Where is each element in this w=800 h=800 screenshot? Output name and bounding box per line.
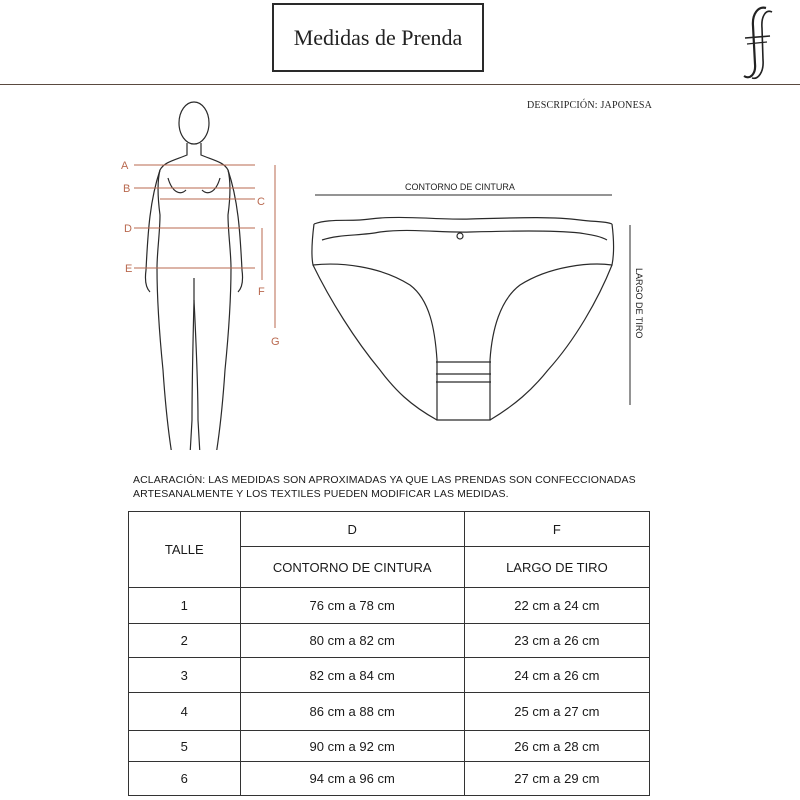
title-box	[272, 3, 484, 72]
talle-cell: 5	[129, 731, 241, 762]
table-row	[129, 658, 650, 693]
contorno-cell: 90 cm a 92 cm	[240, 731, 464, 762]
talle-cell: 4	[129, 693, 241, 731]
contorno-cell: 86 cm a 88 cm	[240, 693, 464, 731]
largo-cell: 27 cm a 29 cm	[464, 762, 649, 796]
talle-cell: 6	[129, 762, 241, 796]
letter-a: A	[121, 160, 129, 172]
talle-header: TALLE	[129, 512, 241, 588]
talle-cell: 2	[129, 624, 241, 658]
table-row	[129, 624, 650, 658]
letter-g: G	[271, 336, 280, 348]
page-title: Medidas de Prenda	[293, 24, 463, 50]
col-f-name: LARGO DE TIRO	[464, 547, 649, 588]
talle-cell: 3	[129, 658, 241, 693]
garment-description: DESCRIPCIÓN: JAPONESA	[527, 100, 653, 111]
largo-cell: 25 cm a 27 cm	[464, 693, 649, 731]
contorno-cell: 94 cm a 96 cm	[240, 762, 464, 796]
col-f-letter: F	[464, 512, 649, 547]
contorno-cell: 82 cm a 84 cm	[240, 658, 464, 693]
table-row	[129, 762, 650, 796]
letter-d: D	[124, 223, 132, 235]
table-row	[129, 588, 650, 624]
largo-de-tiro-label: LARGO DE TIRO	[634, 268, 644, 339]
largo-cell: 23 cm a 26 cm	[464, 624, 649, 658]
letter-b: B	[123, 183, 131, 195]
illustration-area	[0, 90, 800, 450]
talle-cell: 1	[129, 588, 241, 624]
body-silhouette-icon	[145, 102, 242, 450]
letter-e: E	[125, 263, 133, 275]
table-row	[129, 731, 650, 762]
table-row	[129, 693, 650, 731]
disclaimer-text: ACLARACIÓN: LAS MEDIDAS SON APROXIMADAS YA QUE LAS PRENDAS SON CONFECCIONADAS ARTESANALMENTE Y LOS TEXTILES PUEDEN MODIFICAR LAS MEDIDAS.	[133, 474, 636, 500]
panty-icon	[312, 217, 614, 420]
largo-cell: 26 cm a 28 cm	[464, 731, 649, 762]
largo-cell: 24 cm a 26 cm	[464, 658, 649, 693]
brand-logo-icon	[736, 4, 776, 82]
letter-f: F	[258, 286, 265, 298]
contorno-cell: 80 cm a 82 cm	[240, 624, 464, 658]
largo-cell: 22 cm a 24 cm	[464, 588, 649, 624]
header-divider	[0, 84, 800, 85]
col-d-name: CONTORNO DE CINTURA	[240, 547, 464, 588]
size-table	[128, 511, 650, 796]
letter-c: C	[257, 196, 265, 208]
contorno-de-cintura-label: CONTORNO DE CINTURA	[405, 182, 515, 192]
col-d-letter: D	[240, 512, 464, 547]
contorno-cell: 76 cm a 78 cm	[240, 588, 464, 624]
